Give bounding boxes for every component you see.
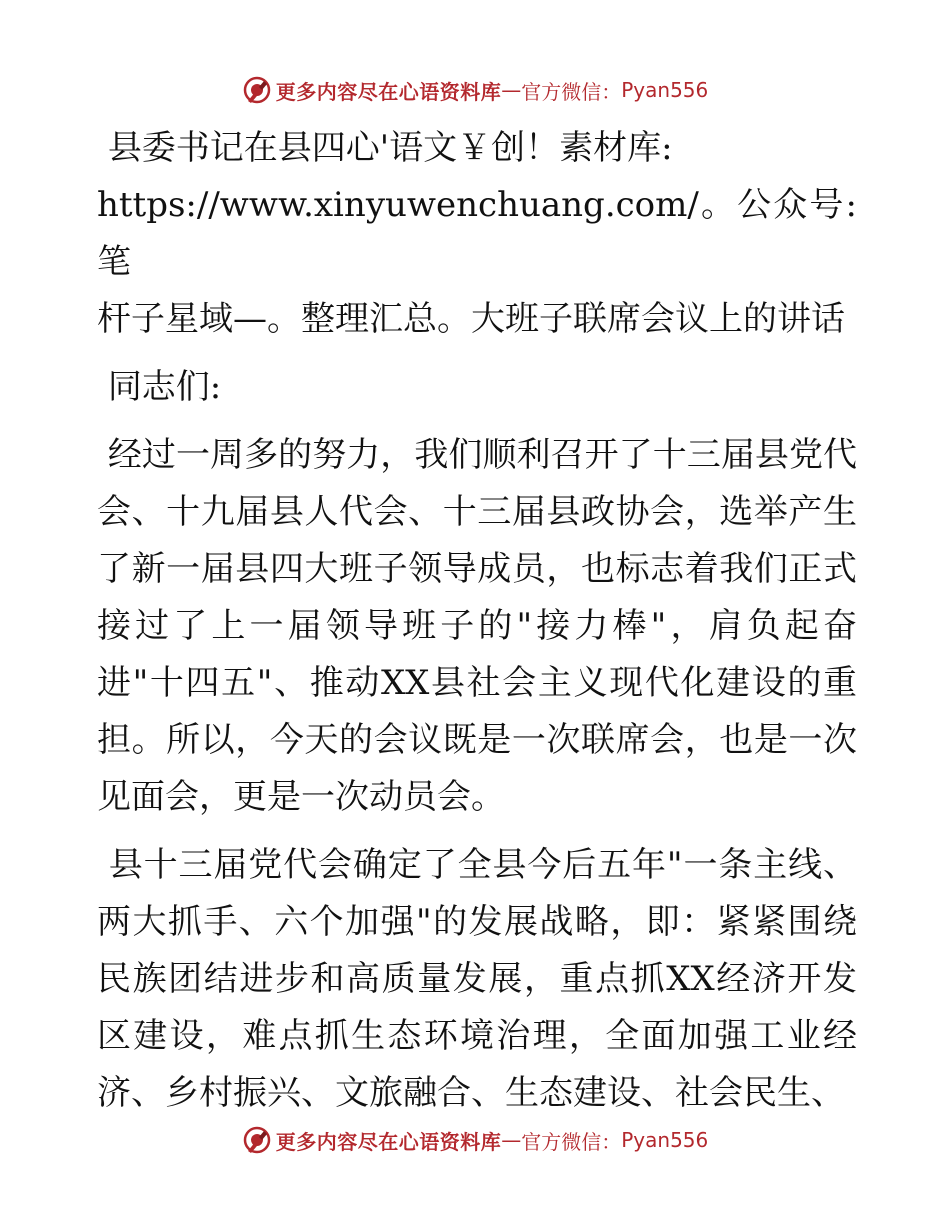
title-line: 杆子星域—。整理汇总。大班子联席会议上的讲话 (97, 299, 845, 339)
watermark-text: 更多内容尽在心语资料库 (275, 79, 502, 104)
body-paragraph: 县十三届党代会确定了全县今后五年"一条主线、两大抓手、六个加强"的发展战略，即：紧紧围绕民族团结进步和高质量发展，重点抓XX经济开发区建设，难点抓生态环境治理，全面加强工业经济、乡村振兴、文旅融合、生态建设、社会民生、 (97, 845, 857, 1113)
watermark-contact-id: Pyan556 (621, 1128, 709, 1152)
title-line: https://www.xinyuwenchuang.com/。公众号: 笔 (97, 185, 868, 282)
watermark-contact-id: Pyan556 (621, 78, 709, 102)
footer-watermark (0, 1120, 950, 1160)
pen-logo-icon (242, 75, 272, 105)
watermark-contact-label: 官方微信： (521, 1129, 622, 1154)
document-title (97, 120, 868, 348)
body-paragraph: 经过一周多的努力，我们顺利召开了十三届县党代会、十九届县人代会、十三届县政协会，选举产生了新一届县四大班子领导成员，也标志着我们正式接过了上一届领导班子的"接力棒"，肩负起奋进"十四五"、推动XX县社会主义现代化建设的重担。所以，今天的会议既是一次联席会，也是一次见面会，更是一次动员会。 (97, 435, 858, 817)
pen-logo-icon (242, 1125, 272, 1155)
watermark-separator: — (501, 1128, 522, 1152)
header-watermark (0, 70, 950, 110)
salutation: 同志们: (97, 367, 222, 407)
title-line: 县委书记在县四心'语文￥创！素材库: (97, 128, 673, 168)
watermark-contact-label: 官方微信： (521, 79, 622, 104)
watermark-separator: — (501, 78, 522, 102)
watermark-text: 更多内容尽在心语资料库 (275, 1129, 502, 1154)
document-body (97, 120, 868, 1133)
